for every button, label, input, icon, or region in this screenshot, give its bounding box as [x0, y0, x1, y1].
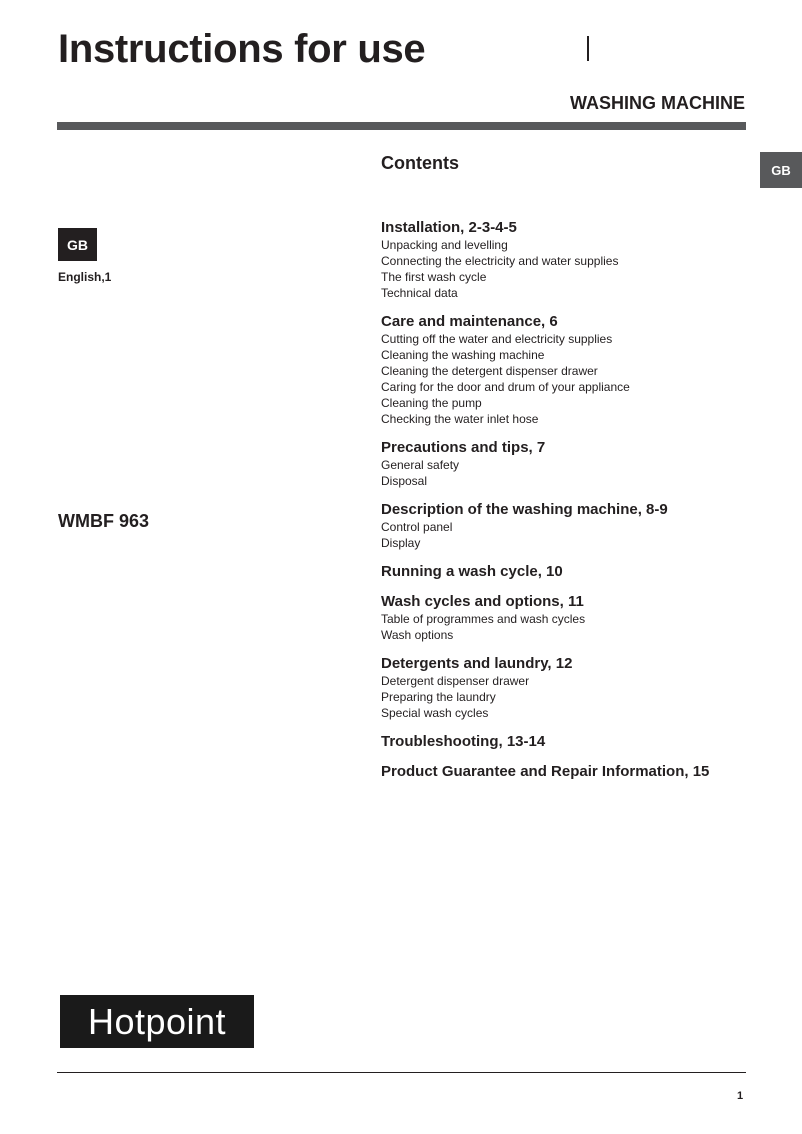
toc-subitem[interactable]: Caring for the door and drum of your appliance	[381, 380, 630, 394]
toc-section-title[interactable]: Installation, 2-3-4-5	[381, 219, 517, 236]
hotpoint-logo: Hotpoint	[60, 995, 254, 1048]
toc-section-title[interactable]: Running a wash cycle, 10	[381, 563, 563, 580]
toc-section	[381, 563, 781, 581]
table-of-contents	[381, 219, 781, 793]
contents-heading: Contents	[381, 153, 459, 173]
toc-section	[381, 733, 781, 751]
toc-section	[381, 763, 781, 781]
toc-section	[381, 593, 781, 643]
toc-subitem[interactable]: Connecting the electricity and water supplies	[381, 254, 619, 268]
toc-subitem[interactable]: Control panel	[381, 520, 453, 534]
toc-subitem[interactable]: Cleaning the washing machine	[381, 348, 545, 362]
header-rule	[57, 122, 746, 130]
toc-section	[381, 313, 781, 427]
toc-subitem[interactable]: Table of programmes and wash cycles	[381, 612, 586, 626]
toc-section	[381, 655, 781, 721]
toc-section	[381, 501, 781, 551]
toc-subitem[interactable]: Display	[381, 536, 421, 550]
language-label[interactable]: English,1	[58, 270, 112, 284]
toc-subitem[interactable]: General safety	[381, 458, 460, 472]
toc-subitem[interactable]: The first wash cycle	[381, 270, 487, 284]
toc-subitem[interactable]: Detergent dispenser drawer	[381, 674, 530, 688]
toc-subitem[interactable]: Checking the water inlet hose	[381, 412, 539, 426]
toc-subitem[interactable]: Cleaning the detergent dispenser drawer	[381, 364, 598, 378]
toc-section-title[interactable]: Precautions and tips, 7	[381, 439, 546, 456]
title-divider	[587, 36, 589, 61]
product-type: WASHING MACHINE	[570, 93, 745, 113]
toc-section-title[interactable]: Product Guarantee and Repair Information, 15	[381, 763, 710, 780]
toc-subitem[interactable]: Unpacking and levelling	[381, 238, 508, 252]
page-title: Instructions for use	[58, 27, 426, 71]
toc-subitem[interactable]: Technical data	[381, 286, 458, 300]
language-side-tab[interactable]: GB	[760, 152, 802, 188]
page-number: 1	[737, 1090, 744, 1102]
footer-rule	[57, 1072, 746, 1073]
toc-subitem[interactable]: Cutting off the water and electricity supplies	[381, 332, 613, 346]
toc-section-title[interactable]: Detergents and laundry, 12	[381, 655, 573, 672]
toc-section	[381, 439, 781, 489]
toc-section-title[interactable]: Description of the washing machine, 8-9	[381, 501, 668, 518]
toc-subitem[interactable]: Cleaning the pump	[381, 396, 482, 410]
toc-subitem[interactable]: Disposal	[381, 474, 428, 488]
toc-section-title[interactable]: Care and maintenance, 6	[381, 313, 558, 330]
language-badge[interactable]: GB	[58, 228, 97, 261]
model-number: WMBF 963	[58, 511, 150, 531]
toc-section	[381, 219, 781, 301]
toc-section-title[interactable]: Troubleshooting, 13-14	[381, 733, 546, 750]
toc-subitem[interactable]: Wash options	[381, 628, 454, 642]
toc-section-title[interactable]: Wash cycles and options, 11	[381, 593, 584, 610]
toc-subitem[interactable]: Special wash cycles	[381, 706, 489, 720]
toc-subitem[interactable]: Preparing the laundry	[381, 690, 496, 704]
